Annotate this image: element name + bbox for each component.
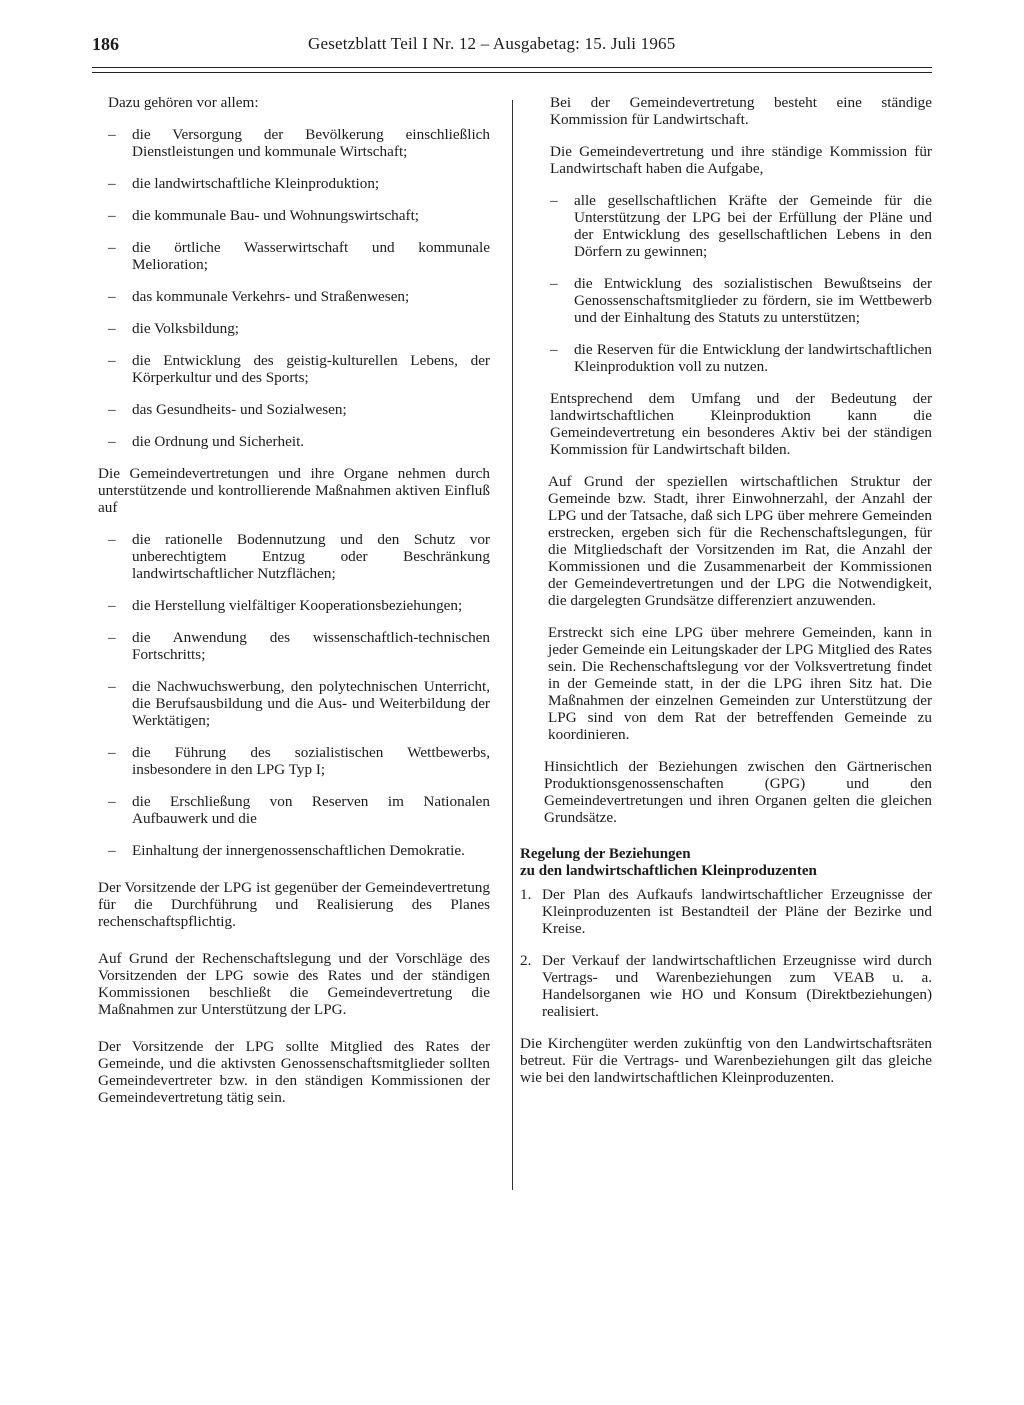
list-item bbox=[108, 207, 490, 224]
dash-bullet: – bbox=[550, 192, 558, 209]
list-item-text: die Nachwuchswerbung, den polytechnischen Unterricht, die Berufsausbildung und die Aus- und Weiterbildung der Werktätigen; bbox=[132, 678, 490, 729]
commission-tasks-list bbox=[520, 192, 932, 375]
paragraph: Erstreckt sich eine LPG über mehrere Gemeinden, kann in jeder Gemeinde ein Leitungskader der LPG Mitglied des Rates sein. Die Rechenschaftslegung vor der Volksvertretung findet in der Gemeinde statt, in der die LPG ihren Sitz hat. Die Maßnahmen der einzelnen Gemeinden zur Unterstützung der LPG sind von dem Rat der betreffenden Gemeinde zu koordinieren. bbox=[548, 624, 932, 743]
dash-bullet: – bbox=[550, 275, 558, 292]
numbered-list bbox=[520, 886, 932, 1020]
paragraph: Die Gemeindevertretung und ihre ständige Kommission für Landwirtschaft haben die Aufgabe, bbox=[550, 143, 932, 177]
list-item-text: die Versorgung der Bevölkerung einschließlich Dienstleistungen und kommunale Wirtschaft; bbox=[132, 126, 490, 160]
influence-list bbox=[108, 531, 490, 859]
paragraph: Der Vorsitzende der LPG ist gegenüber der Gemeindevertretung für die Durchführung und Realisierung des Planes rechenschaftspflichtig. bbox=[98, 879, 490, 930]
list-item-text: die Entwicklung des sozialistischen Bewußtseins der Genossenschaftsmitglieder zu fördern, sie im Wettbewerb und der Einhaltung des Statuts zu unterstützen; bbox=[574, 275, 932, 326]
dash-bullet: – bbox=[108, 842, 116, 859]
left-column bbox=[98, 94, 490, 1121]
list-item bbox=[108, 597, 490, 614]
page-number: 186 bbox=[92, 34, 119, 54]
dash-bullet: – bbox=[108, 175, 116, 192]
numbered-item bbox=[520, 952, 932, 1020]
paragraph: Die Kirchengüter werden zukünftig von den Landwirtschaftsräten betreut. Für die Vertrags- und Warenbeziehungen gilt das gleiche wie bei den landwirtschaftlichen Kleinproduzenten. bbox=[520, 1035, 932, 1086]
list-item bbox=[108, 320, 490, 337]
list-item-text: die Anwendung des wissenschaftlich-technischen Fortschritts; bbox=[132, 629, 490, 663]
item-number: 2. bbox=[520, 952, 532, 969]
paragraph: Auf Grund der speziellen wirtschaftlichen Struktur der Gemeinde bzw. Stadt, ihrer Einwohnerzahl, der Anzahl der LPG und der Tatsache, daß sich LPG über mehrere Gemeinden erstrecken, ergeben sich für die Rechenschaftslegungen, für die Mitgliedschaft der Vorsitzenden im Rat, die Anzahl der Kommissionen und die Zusammenarbeit der Kommissionen der Gemeindevertretungen und der LPG die Notwendigkeit, die dargelegten Grundsätze differenziert anzuwenden. bbox=[548, 473, 932, 609]
column-divider bbox=[512, 100, 513, 1190]
dash-bullet: – bbox=[108, 793, 116, 810]
list-item-text: die Führung des sozialistischen Wettbewerbs, insbesondere in den LPG Typ I; bbox=[132, 744, 490, 778]
dash-bullet: – bbox=[550, 341, 558, 358]
dash-bullet: – bbox=[108, 744, 116, 761]
list-item bbox=[108, 239, 490, 273]
list-item bbox=[108, 352, 490, 386]
gazette-title: Gesetzblatt Teil I Nr. 12 – Ausgabetag: 15. Juli 1965 bbox=[308, 34, 676, 53]
page-header bbox=[92, 34, 932, 74]
list-item-text: das Gesundheits- und Sozialwesen; bbox=[132, 401, 347, 418]
list-item-text: die landwirtschaftliche Kleinproduktion; bbox=[132, 175, 380, 192]
dash-bullet: – bbox=[108, 207, 116, 224]
list-item bbox=[108, 793, 490, 827]
dash-bullet: – bbox=[108, 401, 116, 418]
list-item-text: die Ordnung und Sicherheit. bbox=[132, 433, 305, 450]
dash-bullet: – bbox=[108, 531, 116, 548]
numbered-item-text: Der Verkauf der landwirtschaftlichen Erzeugnisse wird durch Vertrags- und Warenbeziehungen zum VEAB u. a. Handelsorganen wie HO und Konsum (Direktbeziehungen) realisiert. bbox=[542, 952, 932, 1020]
dash-bullet: – bbox=[108, 288, 116, 305]
numbered-item-text: Der Plan des Aufkaufs landwirtschaftlicher Erzeugnisse der Kleinproduzenten ist Bestandteil der Pläne der Bezirke und Kreise. bbox=[542, 886, 932, 937]
list-item-text: Einhaltung der innergenossenschaftlichen Demokratie. bbox=[132, 842, 465, 859]
section-heading bbox=[520, 846, 932, 880]
list-item-text: die Entwicklung des geistig-kulturellen Lebens, der Körperkultur und des Sports; bbox=[132, 352, 490, 386]
tasks-list bbox=[108, 126, 490, 450]
list-item bbox=[108, 629, 490, 663]
dash-bullet: – bbox=[108, 352, 116, 369]
list-item bbox=[108, 288, 490, 305]
list-item bbox=[550, 192, 932, 260]
paragraph: Die Gemeindevertretungen und ihre Organe nehmen durch unterstützende und kontrollierende Maßnahmen aktiven Einfluß auf bbox=[98, 465, 490, 516]
dash-bullet: – bbox=[108, 126, 116, 143]
list-item bbox=[108, 433, 490, 450]
paragraph: Auf Grund der Rechenschaftslegung und der Vorschläge des Vorsitzenden der LPG sowie des Rates und der ständigen Kommissionen beschließt die Gemeindevertretung die Maßnahmen zur Unterstützung der LPG. bbox=[98, 950, 490, 1018]
paragraph: Entsprechend dem Umfang und der Bedeutung der landwirtschaftlichen Kleinproduktion kann die Gemeindevertretung ein besonderes Aktiv bei der ständigen Kommission für Landwirtschaft bilden. bbox=[550, 390, 932, 458]
list-item-text: alle gesellschaftlichen Kräfte der Gemeinde für die Unterstützung der LPG bei der Erfüllung der Pläne und der Entwicklung des gesellschaftlichen Lebens in den Dörfern zu gewinnen; bbox=[574, 192, 932, 260]
header-rule-thin bbox=[92, 72, 932, 73]
list-item-text: die kommunale Bau- und Wohnungswirtschaft; bbox=[132, 207, 420, 224]
right-column bbox=[520, 94, 932, 1101]
section-heading-line1: Regelung der Beziehungen bbox=[520, 846, 691, 862]
paragraph: Der Vorsitzende der LPG sollte Mitglied des Rates der Gemeinde, und die aktivsten Genossenschaftsmitglieder sollten Gemeindevertreter bzw. in den ständigen Kommissionen der Gemeindevertretung tätig sein. bbox=[98, 1038, 490, 1106]
list-item-text: die Reserven für die Entwicklung der landwirtschaftlichen Kleinproduktion voll zu nutzen. bbox=[574, 341, 932, 375]
list-item bbox=[108, 401, 490, 418]
list-item bbox=[108, 175, 490, 192]
dash-bullet: – bbox=[108, 433, 116, 450]
list-item-text: das kommunale Verkehrs- und Straßenwesen; bbox=[132, 288, 410, 305]
list-item-text: die Volksbildung; bbox=[132, 320, 240, 337]
intro-text: Dazu gehören vor allem: bbox=[108, 94, 259, 111]
list-item-text: die Herstellung vielfältiger Kooperationsbeziehungen; bbox=[132, 597, 463, 614]
list-item bbox=[550, 275, 932, 326]
header-rule bbox=[92, 67, 932, 68]
list-item bbox=[108, 531, 490, 582]
dash-bullet: – bbox=[108, 239, 116, 256]
numbered-item bbox=[520, 886, 932, 937]
item-number: 1. bbox=[520, 886, 532, 903]
list-item bbox=[108, 744, 490, 778]
list-item bbox=[108, 126, 490, 160]
list-item-text: die örtliche Wasserwirtschaft und kommunale Melioration; bbox=[132, 239, 490, 273]
dash-bullet: – bbox=[108, 320, 116, 337]
list-item-text: die Erschließung von Reserven im Nationalen Aufbauwerk und die bbox=[132, 793, 490, 827]
dash-bullet: – bbox=[108, 597, 116, 614]
paragraph: Hinsichtlich der Beziehungen zwischen den Gärtnerischen Produktionsgenossenschaften (GPG) und den Gemeindevertretungen und ihren Organen gelten die gleichen Grundsätze. bbox=[544, 758, 932, 826]
list-item bbox=[108, 678, 490, 729]
dash-bullet: – bbox=[108, 678, 116, 695]
paragraph: Bei der Gemeindevertretung besteht eine ständige Kommission für Landwirtschaft. bbox=[550, 94, 932, 128]
dash-bullet: – bbox=[108, 629, 116, 646]
list-item bbox=[108, 842, 490, 859]
list-item-text: die rationelle Bodennutzung und den Schutz vor unberechtigtem Entzug oder Beschränkung landwirtschaftlicher Nutzflächen; bbox=[132, 531, 490, 582]
section-heading-line2: zu den landwirtschaftlichen Kleinproduzenten bbox=[520, 863, 817, 879]
list-item bbox=[550, 341, 932, 375]
